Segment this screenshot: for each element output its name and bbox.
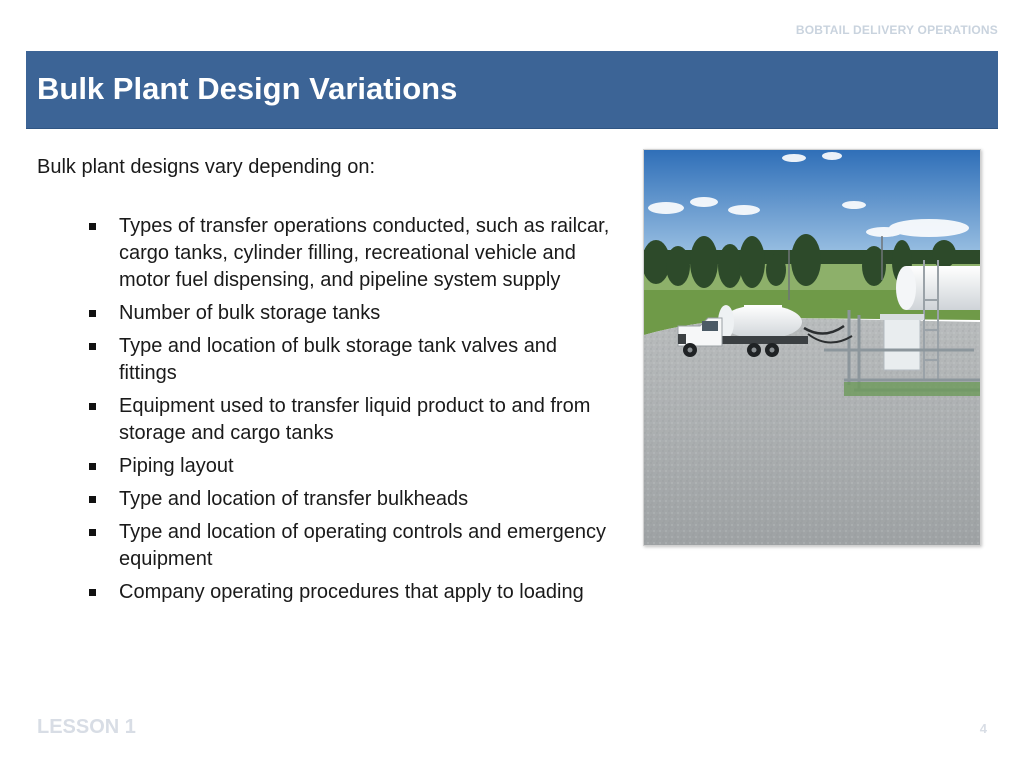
square-bullet-icon [89, 310, 96, 317]
square-bullet-icon [89, 463, 96, 470]
square-bullet-icon [89, 343, 96, 350]
bulk-plant-photo [643, 149, 981, 546]
square-bullet-icon [89, 496, 96, 503]
list-item [88, 213, 618, 294]
page-title: Bulk Plant Design Variations [37, 71, 458, 106]
list-item-text: Type and location of transfer bulkheads [119, 488, 469, 510]
list-item [88, 393, 618, 447]
list-item [88, 453, 618, 480]
square-bullet-icon [89, 403, 96, 410]
square-bullet-icon [89, 589, 96, 596]
intro-text: Bulk plant designs vary depending on: [37, 156, 376, 178]
list-item-text: Number of bulk storage tanks [119, 302, 381, 324]
list-item-text: Equipment used to transfer liquid product to and from storage and cargo tanks [119, 395, 591, 444]
page-number: 4 [979, 721, 987, 736]
list-item-text: Piping layout [119, 455, 234, 477]
list-item-text: Type and location of bulk storage tank valves and fittings [119, 335, 558, 384]
list-item-text: Types of transfer operations conducted, such as railcar, cargo tanks, cylinder filling, recreational vehicle and motor fuel dispensing, and pipeline system supply [119, 215, 610, 291]
square-bullet-icon [89, 223, 96, 230]
title-bar [26, 51, 998, 129]
list-item-text: Company operating procedures that apply to loading [119, 581, 584, 603]
list-item [88, 333, 618, 387]
square-bullet-icon [89, 529, 96, 536]
list-item [88, 519, 618, 573]
list-item [88, 300, 618, 327]
bullet-list [88, 213, 618, 612]
list-item-text: Type and location of operating controls and emergency equipment [119, 521, 606, 570]
list-item [88, 486, 618, 513]
lesson-label: LESSON 1 [37, 716, 136, 738]
list-item [88, 579, 618, 606]
section-label: BOBTAIL DELIVERY OPERATIONS [795, 23, 998, 37]
